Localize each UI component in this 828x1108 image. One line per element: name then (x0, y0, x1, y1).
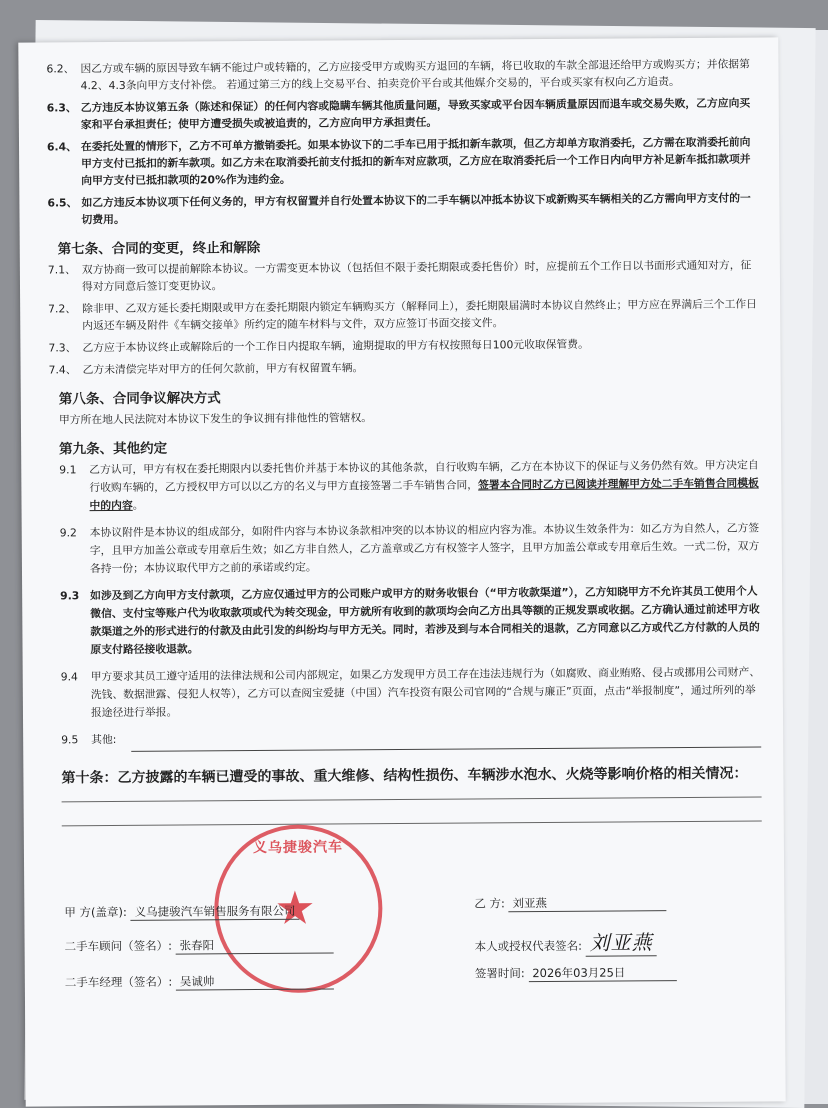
clause-text: 乙方认可，甲方有权在委托期限内以委托售价并基于本协议的其他条款，自行收购车辆，乙方在本协议下的保证与义务仍然有效。甲方决定自行收购车辆的，乙方授权甲方可以以乙方的名义与甲方直接签署二手车销售合同， (89, 458, 759, 495)
date-value: 2026年03月25日 (528, 964, 676, 982)
clause-6-3 (47, 95, 757, 134)
clause-number: 6.4、 (46, 140, 78, 154)
clause-6-2 (46, 56, 756, 95)
date-row (475, 964, 677, 982)
clause-number: 9.5 (61, 733, 79, 747)
clause-6-4 (47, 134, 757, 190)
clause-7-1 (48, 257, 758, 296)
clause-7-3 (48, 335, 758, 357)
clause-underlined-text: 签署本合同时乙方已阅读并理解甲方处二手车销售合同模板中的内容 (89, 476, 759, 513)
party-a-label: 甲 方(盖章): (64, 904, 127, 920)
clause-9-1 (49, 457, 759, 516)
clause-number: 6.5、 (47, 196, 78, 210)
manager-value: 吴诚帅 (176, 972, 334, 990)
manager-label: 二手车经理（签名）: (64, 974, 173, 990)
date-label: 签署时间: (474, 966, 525, 981)
clause-number: 6.2、 (46, 62, 75, 76)
clause-text: 乙方未清偿完毕对甲方的任何欠款前，甲方有权留置车辆。 (82, 361, 364, 377)
clause-text: 因乙方或车辆的原因导致车辆不能过户或转籍的，乙方应接受甲方或购买方退回的车辆，将已收取的车款全部退还给甲方或购买方；并依据第4.2、4.3条向甲方支付补偿。 若通过第三方的线上交易平台、拍卖竞价平台或其他媒介交易的，平台或买家有权向乙方追责。 (80, 57, 750, 93)
document-page (18, 37, 785, 1106)
clause-7-2 (48, 296, 758, 335)
section-8-text: 甲方所在地人民法院对本协议下发生的争议拥有排他性的管辖权。 (58, 411, 373, 427)
clause-7-4 (49, 357, 759, 379)
clause-number: 9.3 (60, 589, 80, 603)
manager-row (65, 972, 334, 991)
representative-row (474, 926, 656, 957)
clause-text: 如涉及到乙方向甲方支付款项，乙方应仅通过甲方的公司账户或甲方的财务收银台（“甲方收款渠道”），乙方知晓甲方不允许其员工使用个人微信、支付宝等账户代为收取款项或代为转交现金，甲方就所有收到的款项均会向乙方出具等额的正规发票或收据。乙方确认通过前述甲方收款渠道之外的形式进行的付款及由此引发的纠纷均与甲方无关。同时，若涉及到与本合同相关的退款，乙方同意以乙方或代乙方付款的人员的原支付路径接收退款。 (90, 584, 760, 657)
clause-number: 9.4 (60, 670, 78, 684)
clause-9-3 (50, 583, 760, 660)
section-7-title: 第七条、合同的变更，终止和解除 (57, 239, 261, 258)
consultant-value: 张春阳 (176, 936, 334, 954)
clause-text: 双方协商一致可以提前解除本协议。一方需变更本协议（包括但不限于委托期限或委托售价）时，应提前五个工作日以书面形式通知对方，征得对方同意后签订变更协议。 (81, 258, 752, 294)
blank-line-1 (62, 795, 762, 802)
representative-label: 本人或授权代表签名: (474, 938, 583, 954)
handwritten-signature: 刘亚燕 (586, 926, 657, 956)
party-b-label: 乙 方: (474, 896, 505, 911)
party-a-row (64, 903, 299, 922)
document-content (46, 56, 761, 827)
clause-number: 7.1、 (47, 263, 76, 277)
clause-number: 7.3、 (48, 341, 77, 355)
clause-9-4 (51, 663, 761, 722)
clause-text: 本协议附件是本协议的组成部分，如附件内容与本协议条款相冲突的以本协议的相应内容为准。本协议生效条件为：如乙方为自然人，乙方签字，且甲方加盖公章或专用章后生效；如乙方非自然人，乙方盖章或乙方有权签字人签字，且甲方加盖公章或专用章后生效。一式二份，双方各持一份；本协议取代甲方之前的承诺或约定。 (89, 521, 760, 576)
clause-text: 如乙方违反本协议项下任何义务的，甲方有权留置并自行处置本协议下的二手车辆以冲抵本协议下或新购买车辆相关的乙方需向甲方支付的一切费用。 (81, 191, 751, 227)
clause-text: 甲方要求其员工遵守适用的法律法规和公司内部规定，如果乙方发现甲方员工存在违法违规行为（如腐败、商业贿赂、侵占或挪用公司财产、洗钱、数据泄露、侵犯人权等），乙方可以查阅宝爱捷（中国）汽车投资有限公司官网的“合规与廉正”页面，点击“举报制度”，通过所列的举报途径进行举报。 (90, 665, 761, 720)
clause-number: 6.3、 (46, 101, 77, 115)
section-9-title: 第九条、其他约定 (59, 440, 168, 458)
party-a-value: 义乌捷骏汽车销售服务有限公司 (130, 903, 299, 921)
consultant-row (65, 936, 334, 955)
clause-6-5 (47, 190, 757, 229)
party-b-value: 刘亚燕 (508, 894, 666, 912)
clause-number: 9.1 (59, 463, 77, 477)
clause-9-5 (51, 726, 761, 749)
clause-number: 7.4、 (48, 363, 77, 377)
clause-text-end: 。 (132, 498, 144, 512)
clause-9-2 (50, 520, 760, 579)
clause-10: 第十条：乙方披露的车辆已遭受的事故、重大维修、结构性损伤、车辆涉水泡水、火烧等影响价格的相关情况： (61, 765, 748, 787)
blank-line-2 (62, 819, 762, 826)
section-8-title: 第八条、合同争议解决方式 (58, 390, 221, 408)
company-seal-text: 义乌捷骏汽车 (252, 839, 343, 857)
other-label: 其他: (91, 732, 117, 747)
clause-number: 9.2 (59, 526, 77, 540)
clause-text: 乙方应于本协议终止或解除后的一个工作日内提取车辆，逾期提取的甲方有权按照每日100元收取保管费。 (82, 337, 589, 355)
clause-number: 7.2、 (48, 302, 77, 316)
clause-text: 除非甲、乙双方延长委托期限或甲方在委托期限内锁定车辆购买方（解释同上），委托期限届满时本协议自然终止；甲方应在界满后三个工作日内返还车辆及附件《车辆交接单》所约定的随车材料与文件，双方应签订书面交接文件。 (82, 297, 757, 333)
clause-text: 在委托处置的情形下，乙方不可单方撤销委托。如果本协议下的二手车已用于抵扣新车款项，但乙方却单方取消委托，乙方需在取消委托前向甲方支付已抵扣的新车款项。如乙方未在取消委托前支付抵扣的新车对应款项，乙方应在取消委托后一个工作日内向甲方补足新车抵扣款项并向甲方支付已抵扣款项的20%作为违约金。 (80, 135, 751, 188)
clause-text: 乙方违反本协议第五条（陈述和保证）的任何内容或隐瞒车辆其他质量问题，导致买家或平台因车辆质量原因而退车或交易失败，乙方应向买家和平台承担责任；使甲方遭受损失或被追责的，乙方应向甲方承担责任。 (80, 96, 751, 132)
consultant-label: 二手车顾问（签名）: (64, 938, 173, 954)
party-b-row (474, 894, 666, 912)
seal-star-icon: ★ (274, 880, 316, 935)
